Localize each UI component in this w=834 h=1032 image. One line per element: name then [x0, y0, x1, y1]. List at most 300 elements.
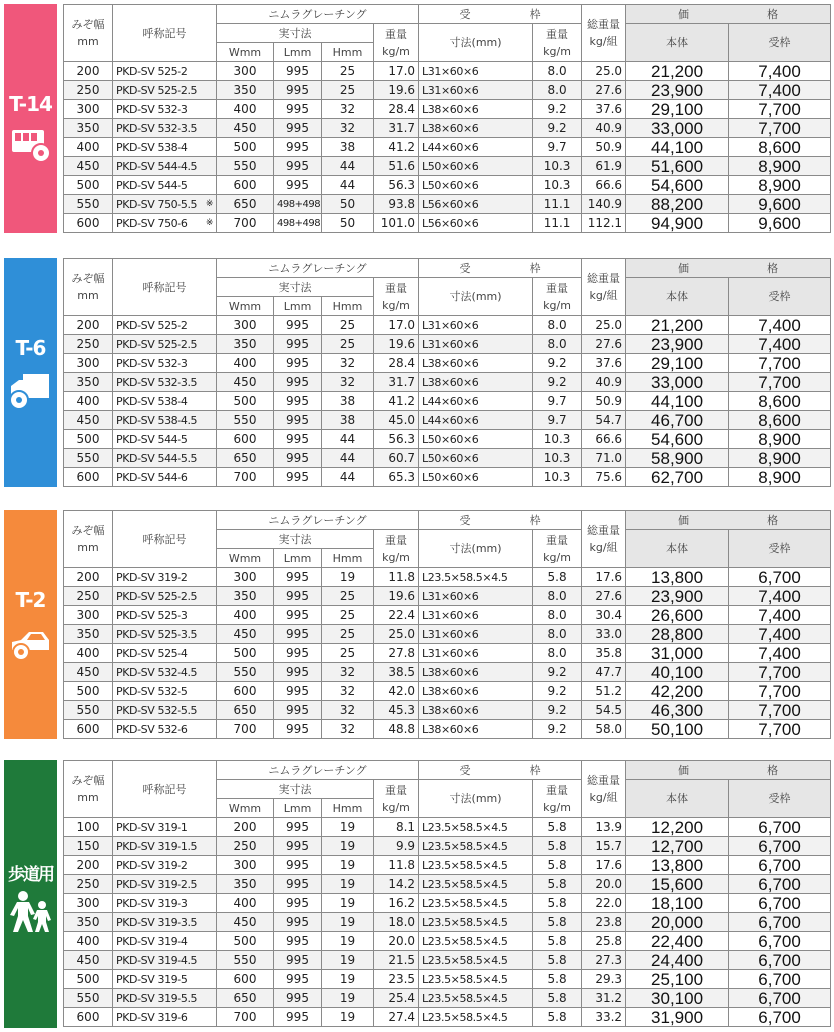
- cell-text: 19: [339, 895, 356, 910]
- code-cell: [113, 818, 217, 837]
- hmm-cell: [322, 468, 374, 487]
- code-cell: [113, 856, 217, 875]
- width-cell: [64, 932, 113, 951]
- lmm-cell: [274, 837, 322, 856]
- code-cell: [113, 100, 217, 119]
- cell-text: PKD-SV 319-2: [116, 858, 188, 872]
- cell-text: 350: [76, 120, 100, 135]
- frame-price-cell: [729, 100, 831, 119]
- cell-text: 32: [339, 374, 356, 389]
- cell-text: 8.0: [547, 626, 567, 641]
- total-weight-cell: [582, 894, 626, 913]
- cell-text: 6,700: [758, 817, 801, 837]
- cell-text: 995: [286, 838, 309, 853]
- cell-text: 450: [233, 914, 257, 929]
- cell-text: PKD-SV 750-5.5: [116, 197, 198, 211]
- cell-text: 995: [286, 82, 309, 97]
- table-row: [64, 449, 831, 468]
- cell-text: 400: [76, 139, 100, 154]
- cell-text: L50×60×6: [422, 159, 479, 173]
- total-weight-cell: [582, 913, 626, 932]
- spec-table: [63, 760, 831, 1027]
- frame-weight-cell: [533, 587, 582, 606]
- code-cell: [113, 587, 217, 606]
- frame-price-cell: [729, 354, 831, 373]
- table-row: [64, 176, 831, 195]
- hmm-cell: [322, 818, 374, 837]
- cell-text: 995: [286, 317, 309, 332]
- hmm-cell: [322, 875, 374, 894]
- width-cell: [64, 157, 113, 176]
- cell-text: 5.8: [547, 838, 567, 853]
- cell-text: 100: [76, 819, 100, 834]
- cell-text: 10.3: [543, 450, 571, 465]
- hmm-cell: [322, 214, 374, 233]
- code-cell: [113, 875, 217, 894]
- weight-cell: [374, 720, 419, 739]
- cell-text: 27.8: [388, 645, 416, 660]
- cell-text: L38×60×6: [422, 684, 479, 698]
- cell-text: PKD-SV 532-3: [116, 356, 188, 370]
- column-header: Lmm: [274, 549, 322, 568]
- cell-text: L31×60×6: [422, 627, 479, 641]
- header-text: mm: [77, 289, 99, 302]
- cell-text: 995: [286, 857, 309, 872]
- cell-text: 29.3: [595, 971, 623, 986]
- header-text: 枠: [529, 763, 541, 777]
- cell-text: 15.7: [595, 838, 623, 853]
- load-class-label: T-6: [15, 336, 46, 360]
- cell-text: 18,100: [651, 893, 704, 913]
- weight-cell: [374, 606, 419, 625]
- cell-text: 7,400: [758, 80, 801, 100]
- cell-text: PKD-SV 525-2.5: [116, 83, 198, 97]
- frame-weight-cell: [533, 720, 582, 739]
- cell-text: 28.4: [388, 355, 416, 370]
- body-price-cell: [626, 1008, 729, 1027]
- header-text: kg/m: [382, 800, 410, 814]
- frame-dim-cell: [419, 430, 533, 449]
- lmm-cell: [274, 1008, 322, 1027]
- column-header: [419, 5, 582, 24]
- width-cell: [64, 449, 113, 468]
- cell-text: 6,700: [758, 1007, 801, 1027]
- weight-cell: [374, 195, 419, 214]
- body-price-cell: [626, 837, 729, 856]
- cell-text: 700: [233, 1009, 257, 1024]
- cell-text: 19: [339, 933, 356, 948]
- cell-text: 5.8: [547, 971, 567, 986]
- width-cell: [64, 837, 113, 856]
- header-text: 重量: [385, 27, 408, 41]
- cell-text: 75.6: [595, 469, 623, 484]
- cell-text: 23,900: [651, 586, 704, 606]
- wmm-cell: [217, 62, 274, 81]
- frame-dim-cell: [419, 176, 533, 195]
- cell-text: 650: [233, 702, 257, 717]
- frame-weight-cell: [533, 970, 582, 989]
- code-cell: [113, 682, 217, 701]
- table-row: [64, 316, 831, 335]
- header-text: 重量: [546, 783, 569, 797]
- cell-text: 300: [76, 607, 100, 622]
- total-weight-cell: [582, 119, 626, 138]
- weight-cell: [374, 932, 419, 951]
- cell-text: PKD-SV 319-3: [116, 896, 188, 910]
- column-header: [374, 24, 419, 62]
- hmm-cell: [322, 644, 374, 663]
- total-weight-cell: [582, 335, 626, 354]
- frame-dim-cell: [419, 392, 533, 411]
- cell-text: PKD-SV 544-5.5: [116, 451, 198, 465]
- cell-text: 995: [286, 721, 309, 736]
- section-t14: [4, 4, 830, 233]
- cell-text: 27.4: [388, 1009, 416, 1024]
- cell-text: L50×60×6: [422, 178, 479, 192]
- frame-dim-cell: [419, 587, 533, 606]
- cell-text: PKD-SV 319-1: [116, 820, 188, 834]
- cell-text: 22.0: [595, 895, 623, 910]
- frame-price-cell: [729, 411, 831, 430]
- cell-text: L31×60×6: [422, 646, 479, 660]
- cell-text: 25: [339, 626, 356, 641]
- frame-dim-cell: [419, 195, 533, 214]
- wmm-cell: [217, 625, 274, 644]
- cell-text: 62,700: [651, 467, 704, 487]
- cell-text: 33,000: [651, 372, 704, 392]
- frame-price-cell: [729, 449, 831, 468]
- total-weight-cell: [582, 644, 626, 663]
- wmm-cell: [217, 430, 274, 449]
- header-text: kg/m: [543, 44, 571, 58]
- cell-text: L23.5×58.5×4.5: [422, 934, 508, 948]
- weight-cell: [374, 392, 419, 411]
- frame-price-cell: [729, 856, 831, 875]
- cell-text: PKD-SV 525-2.5: [116, 589, 198, 603]
- wmm-cell: [217, 354, 274, 373]
- frame-weight-cell: [533, 81, 582, 100]
- width-cell: [64, 354, 113, 373]
- cell-text: 19: [339, 857, 356, 872]
- frame-weight-cell: [533, 214, 582, 233]
- cell-text: 350: [76, 914, 100, 929]
- cell-text: PKD-SV 544-6: [116, 470, 188, 484]
- code-cell: [113, 449, 217, 468]
- total-weight-cell: [582, 682, 626, 701]
- cell-text: 19: [339, 569, 356, 584]
- frame-weight-cell: [533, 894, 582, 913]
- column-header: Hmm: [322, 43, 374, 62]
- width-cell: [64, 682, 113, 701]
- cell-text: L23.5×58.5×4.5: [422, 896, 508, 910]
- spec-table: [63, 4, 831, 233]
- cell-text: 9.2: [547, 664, 567, 679]
- frame-weight-cell: [533, 195, 582, 214]
- cell-text: 995: [286, 393, 309, 408]
- cell-text: PKD-SV 532-6: [116, 722, 188, 736]
- column-header: Wmm: [217, 297, 274, 316]
- frame-weight-cell: [533, 875, 582, 894]
- cell-text: 8.0: [547, 63, 567, 78]
- code-cell: [113, 606, 217, 625]
- weight-cell: [374, 568, 419, 587]
- load-class-label: 歩道用: [8, 865, 53, 885]
- cell-text: 300: [233, 569, 257, 584]
- header-text: 枠: [529, 261, 541, 275]
- frame-dim-cell: [419, 720, 533, 739]
- cell-text: 45.3: [388, 702, 416, 717]
- cell-text: 7,400: [758, 643, 801, 663]
- cell-text: 31.7: [388, 374, 416, 389]
- cell-text: 19: [339, 952, 356, 967]
- cell-text: 300: [76, 355, 100, 370]
- cell-text: 995: [286, 431, 309, 446]
- cell-text: 48.8: [388, 721, 416, 736]
- weight-cell: [374, 663, 419, 682]
- cell-text: 54.7: [595, 412, 623, 427]
- cell-text: 7,400: [758, 334, 801, 354]
- cell-text: L31×60×6: [422, 64, 479, 78]
- hmm-cell: [322, 195, 374, 214]
- cell-text: 19: [339, 971, 356, 986]
- cell-text: 11.1: [543, 215, 571, 230]
- weight-cell: [374, 138, 419, 157]
- cell-text: 19: [339, 819, 356, 834]
- code-cell: [113, 411, 217, 430]
- cell-text: 550: [233, 412, 257, 427]
- column-header: Hmm: [322, 297, 374, 316]
- body-price-cell: [626, 875, 729, 894]
- frame-price-cell: [729, 970, 831, 989]
- cell-text: L31×60×6: [422, 608, 479, 622]
- hmm-cell: [322, 373, 374, 392]
- column-header: 実寸法: [217, 780, 374, 799]
- cell-text: 600: [76, 469, 100, 484]
- table-row: [64, 157, 831, 176]
- total-weight-cell: [582, 989, 626, 1008]
- cell-text: 50,100: [651, 719, 704, 739]
- cell-text: 8,600: [758, 137, 801, 157]
- column-header: 受枠: [729, 780, 831, 818]
- column-header: [419, 259, 582, 278]
- total-weight-cell: [582, 587, 626, 606]
- cell-text: 19.6: [388, 82, 416, 97]
- wmm-cell: [217, 392, 274, 411]
- cell-text: 42.0: [388, 683, 416, 698]
- cell-text: L23.5×58.5×4.5: [422, 570, 508, 584]
- header-text: 総重量: [587, 272, 621, 285]
- cell-text: PKD-SV 525-2.5: [116, 337, 198, 351]
- body-price-cell: [626, 932, 729, 951]
- cell-text: 27.6: [595, 82, 623, 97]
- frame-dim-cell: [419, 625, 533, 644]
- cell-text: 6,700: [758, 950, 801, 970]
- cell-text: PKD-SV 525-4: [116, 646, 188, 660]
- table-row: [64, 335, 831, 354]
- cell-text: 6,700: [758, 567, 801, 587]
- cell-text: 350: [76, 374, 100, 389]
- cell-text: 140.9: [587, 196, 623, 211]
- frame-dim-cell: [419, 157, 533, 176]
- table-row: [64, 837, 831, 856]
- total-weight-cell: [582, 818, 626, 837]
- cell-text: L23.5×58.5×4.5: [422, 991, 508, 1005]
- width-cell: [64, 214, 113, 233]
- body-price-cell: [626, 644, 729, 663]
- car-icon: [9, 620, 53, 664]
- cell-text: L31×60×6: [422, 337, 479, 351]
- cell-text: 19: [339, 1009, 356, 1024]
- header-text: 格: [767, 261, 779, 275]
- cell-text: PKD-SV 319-4: [116, 934, 188, 948]
- hmm-cell: [322, 119, 374, 138]
- column-header: [374, 530, 419, 568]
- header-text: みぞ幅: [71, 774, 105, 787]
- cell-text: 50: [339, 196, 356, 211]
- header-text: kg/m: [543, 298, 571, 312]
- header-row: [64, 259, 831, 278]
- cell-text: 995: [286, 933, 309, 948]
- code-cell: [113, 373, 217, 392]
- hmm-cell: [322, 989, 374, 1008]
- body-price-cell: [626, 157, 729, 176]
- cell-text: 995: [286, 895, 309, 910]
- hmm-cell: [322, 176, 374, 195]
- cell-text: 400: [233, 355, 257, 370]
- weight-cell: [374, 913, 419, 932]
- load-class-label: T-2: [15, 588, 46, 612]
- code-cell: [113, 468, 217, 487]
- cell-text: 40.9: [595, 120, 623, 135]
- cell-text: 17.0: [388, 63, 416, 78]
- cell-text: PKD-SV 525-3: [116, 608, 188, 622]
- body-price-cell: [626, 606, 729, 625]
- weight-cell: [374, 430, 419, 449]
- cell-text: 8.0: [547, 588, 567, 603]
- cell-text: L31×60×6: [422, 318, 479, 332]
- column-header: 本体: [626, 780, 729, 818]
- cell-text: 15,600: [651, 874, 704, 894]
- column-header: [533, 530, 582, 568]
- column-header: Hmm: [322, 799, 374, 818]
- cell-text: PKD-SV 532-4.5: [116, 665, 198, 679]
- frame-dim-cell: [419, 644, 533, 663]
- cell-text: L38×60×6: [422, 722, 479, 736]
- cell-text: PKD-SV 319-3.5: [116, 915, 198, 929]
- code-cell: [113, 837, 217, 856]
- total-weight-cell: [582, 392, 626, 411]
- total-weight-cell: [582, 606, 626, 625]
- lmm-cell: [274, 449, 322, 468]
- cell-text: PKD-SV 532-3.5: [116, 375, 198, 389]
- cell-text: 56.3: [388, 177, 416, 192]
- lmm-cell: [274, 932, 322, 951]
- cell-text: 17.6: [595, 569, 623, 584]
- cell-text: 9.7: [547, 393, 567, 408]
- cell-text: 32: [339, 101, 356, 116]
- cell-text: 650: [233, 990, 257, 1005]
- cell-text: 38: [339, 139, 356, 154]
- total-weight-cell: [582, 932, 626, 951]
- total-weight-cell: [582, 373, 626, 392]
- frame-price-cell: [729, 1008, 831, 1027]
- wmm-cell: [217, 951, 274, 970]
- cell-text: 13.9: [595, 819, 623, 834]
- body-price-cell: [626, 214, 729, 233]
- frame-dim-cell: [419, 411, 533, 430]
- wmm-cell: [217, 818, 274, 837]
- body-price-cell: [626, 373, 729, 392]
- frame-price-cell: [729, 625, 831, 644]
- cell-text: PKD-SV 544-5: [116, 178, 188, 192]
- total-weight-cell: [582, 568, 626, 587]
- body-price-cell: [626, 62, 729, 81]
- wmm-cell: [217, 468, 274, 487]
- cell-text: 400: [76, 933, 100, 948]
- cell-text: 42,200: [651, 681, 704, 701]
- cell-text: 8,600: [758, 410, 801, 430]
- header-text: 受: [459, 7, 471, 21]
- header-text: 重量: [546, 281, 569, 295]
- total-weight-cell: [582, 100, 626, 119]
- frame-price-cell: [729, 62, 831, 81]
- table-row: [64, 1008, 831, 1027]
- header-text: 価: [678, 513, 689, 527]
- cell-text: 995: [286, 569, 309, 584]
- cell-text: 19: [339, 990, 356, 1005]
- table-row: [64, 392, 831, 411]
- header-text: mm: [77, 791, 99, 804]
- spec-table: [63, 510, 831, 739]
- width-cell: [64, 176, 113, 195]
- wmm-cell: [217, 837, 274, 856]
- weight-cell: [374, 856, 419, 875]
- cell-text: 25: [339, 336, 356, 351]
- cell-text: L38×60×6: [422, 102, 479, 116]
- cell-text: 650: [233, 450, 257, 465]
- cell-text: 995: [286, 990, 309, 1005]
- header-text: 価: [678, 261, 689, 275]
- column-header: Lmm: [274, 297, 322, 316]
- column-header: ニムラグレーチング: [217, 259, 419, 278]
- cell-text: PKD-SV 319-4.5: [116, 953, 198, 967]
- frame-weight-cell: [533, 951, 582, 970]
- cell-text: 550: [233, 158, 257, 173]
- cell-text: 7,400: [758, 315, 801, 335]
- cell-text: 31.2: [595, 990, 623, 1005]
- column-header: [64, 761, 113, 818]
- frame-price-cell: [729, 157, 831, 176]
- wmm-cell: [217, 989, 274, 1008]
- lmm-cell: [274, 720, 322, 739]
- frame-dim-cell: [419, 951, 533, 970]
- cell-text: 7,700: [758, 719, 801, 739]
- lmm-cell: [274, 818, 322, 837]
- wmm-cell: [217, 606, 274, 625]
- cell-text: 550: [233, 664, 257, 679]
- cell-text: 44,100: [651, 391, 704, 411]
- width-cell: [64, 119, 113, 138]
- frame-weight-cell: [533, 392, 582, 411]
- cell-text: 35.8: [595, 645, 623, 660]
- weight-cell: [374, 176, 419, 195]
- cell-text: 400: [76, 393, 100, 408]
- cell-text: 11.1: [543, 196, 571, 211]
- cell-text: 995: [286, 120, 309, 135]
- wmm-cell: [217, 932, 274, 951]
- cell-text: L31×60×6: [422, 83, 479, 97]
- code-cell: [113, 663, 217, 682]
